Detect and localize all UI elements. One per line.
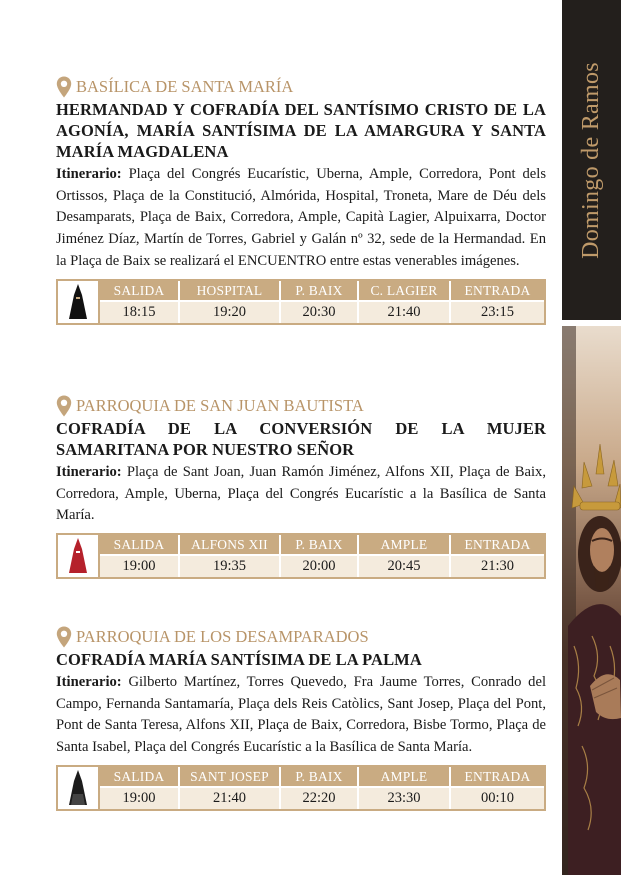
schedule-header: ALFONS XII [180, 535, 279, 554]
schedule-columns [100, 535, 544, 577]
schedule-columns [100, 281, 544, 323]
itinerary [56, 462, 546, 527]
schedule-header: SALIDA [100, 767, 178, 786]
itinerary-label: Itinerario: [56, 674, 122, 690]
location-row [56, 76, 546, 98]
section-tab-label: Domingo de Ramos [578, 61, 605, 259]
location-pin-icon [56, 626, 72, 648]
location-row [56, 626, 546, 648]
schedule-header: P. BAIX [281, 281, 357, 300]
schedule-header: SALIDA [100, 281, 178, 300]
schedule-header: P. BAIX [281, 535, 357, 554]
schedule-column [281, 767, 359, 809]
brotherhood-title: HERMANDAD Y COFRADÍA DEL SANTÍSIMO CRISTO DE LA AGONÍA, MARÍA SANTÍSIMA DE LA AMARGURA Y SANTA MARÍA MAGDALENA [56, 100, 546, 161]
procession-section [56, 395, 546, 579]
section-tab [562, 0, 621, 320]
brotherhood-title: COFRADÍA MARÍA SANTÍSIMA DE LA PALMA [56, 650, 422, 669]
itinerary [56, 164, 546, 273]
schedule-header: ENTRADA [451, 535, 544, 554]
schedule-time: 20:45 [359, 554, 449, 577]
schedule-column [180, 767, 281, 809]
schedule-header: ENTRADA [451, 281, 544, 300]
schedule-table [56, 533, 546, 579]
itinerary-label: Itinerario: [56, 464, 122, 480]
schedule-time: 19:20 [180, 300, 279, 323]
schedule-column [451, 535, 544, 577]
schedule-column [359, 767, 451, 809]
schedule-time: 00:10 [451, 786, 544, 809]
schedule-time: 19:35 [180, 554, 279, 577]
schedule-column [451, 767, 544, 809]
location-pin-icon [56, 76, 72, 98]
schedule-column [359, 535, 451, 577]
procession-photo [562, 326, 621, 875]
schedule-time: 18:15 [100, 300, 178, 323]
location-pin-icon [56, 395, 72, 417]
schedule-columns [100, 767, 544, 809]
schedule-time: 19:00 [100, 786, 178, 809]
nazareno-robe-icon [67, 284, 89, 320]
schedule-table [56, 279, 546, 325]
procession-section [56, 626, 546, 811]
christ-figure-image [562, 326, 621, 875]
schedule-column [359, 281, 451, 323]
location-row [56, 395, 546, 417]
schedule-column [100, 535, 180, 577]
itinerary-label: Itinerario: [56, 166, 122, 182]
schedule-time: 20:30 [281, 300, 357, 323]
schedule-column [451, 281, 544, 323]
itinerary-text: Plaça del Congrés Eucarístic, Uberna, Ample, Corredora, Pont dels Ortissos, Plaça de la Constitució, Almórida, Hospital, Troneta, Mare de Déu dels Desamparats, Plaça de Baix, Corredora, Ample, Capità Lagier, Alpuixarra, Doctor Jiménez Díaz, Martín de Torres, Gabriel y Galán nº 32, sede de la Hermandad. En la Plaça de Baix se realizará el ENCUENTRO entre estas venerables imágenes. [56, 166, 547, 269]
schedule-time: 21:40 [359, 300, 449, 323]
schedule-header: SANT JOSEP [180, 767, 279, 786]
schedule-header: HOSPITAL [180, 281, 279, 300]
schedule-header: AMPLE [359, 535, 449, 554]
schedule-time: 19:00 [100, 554, 178, 577]
schedule-column [281, 281, 359, 323]
location-name: PARROQUIA DE SAN JUAN BAUTISTA [76, 396, 364, 415]
robe-cell [58, 281, 100, 323]
nazareno-robe-icon [67, 538, 89, 574]
schedule-column [100, 767, 180, 809]
schedule-header: P. BAIX [281, 767, 357, 786]
brotherhood-title: COFRADÍA DE LA CONVERSIÓN DE LA MUJER SAMARITANA POR NUESTRO SEÑOR [56, 419, 546, 459]
nazareno-robe-icon [67, 770, 89, 806]
schedule-time: 23:15 [451, 300, 544, 323]
schedule-time: 23:30 [359, 786, 449, 809]
schedule-column [180, 535, 281, 577]
schedule-time: 21:30 [451, 554, 544, 577]
itinerary-text: Gilberto Martínez, Torres Quevedo, Fra Jaume Torres, Conrado del Campo, Fernanda Santamaría, Plaça dels Reis Catòlics, Sant Josep, Plaça del Pont, Pont de Santa Teresa, Alfons XII, Plaça de Baix, Corredora, Bisbe Tormo, Plaça de Santa Isabel, Plaça del Congrés Eucarístic a la Basílica de Santa María. [56, 674, 546, 756]
robe-cell [58, 535, 100, 577]
procession-section [56, 76, 546, 325]
location-name: PARROQUIA DE LOS DESAMPARADOS [76, 627, 369, 646]
schedule-column [180, 281, 281, 323]
schedule-header: ENTRADA [451, 767, 544, 786]
schedule-column [281, 535, 359, 577]
itinerary-text: Plaça de Sant Joan, Juan Ramón Jiménez, Alfons XII, Plaça de Baix, Corredora, Ample, Uberna, Plaça del Congrés Eucarístic a la Basílica de Santa María. [56, 464, 546, 524]
location-name: BASÍLICA DE SANTA MARÍA [76, 77, 294, 96]
schedule-header: C. LAGIER [359, 281, 449, 300]
schedule-table [56, 765, 546, 811]
schedule-time: 22:20 [281, 786, 357, 809]
itinerary [56, 672, 546, 759]
schedule-time: 20:00 [281, 554, 357, 577]
schedule-header: SALIDA [100, 535, 178, 554]
schedule-time: 21:40 [180, 786, 279, 809]
schedule-column [100, 281, 180, 323]
robe-cell [58, 767, 100, 809]
schedule-header: AMPLE [359, 767, 449, 786]
